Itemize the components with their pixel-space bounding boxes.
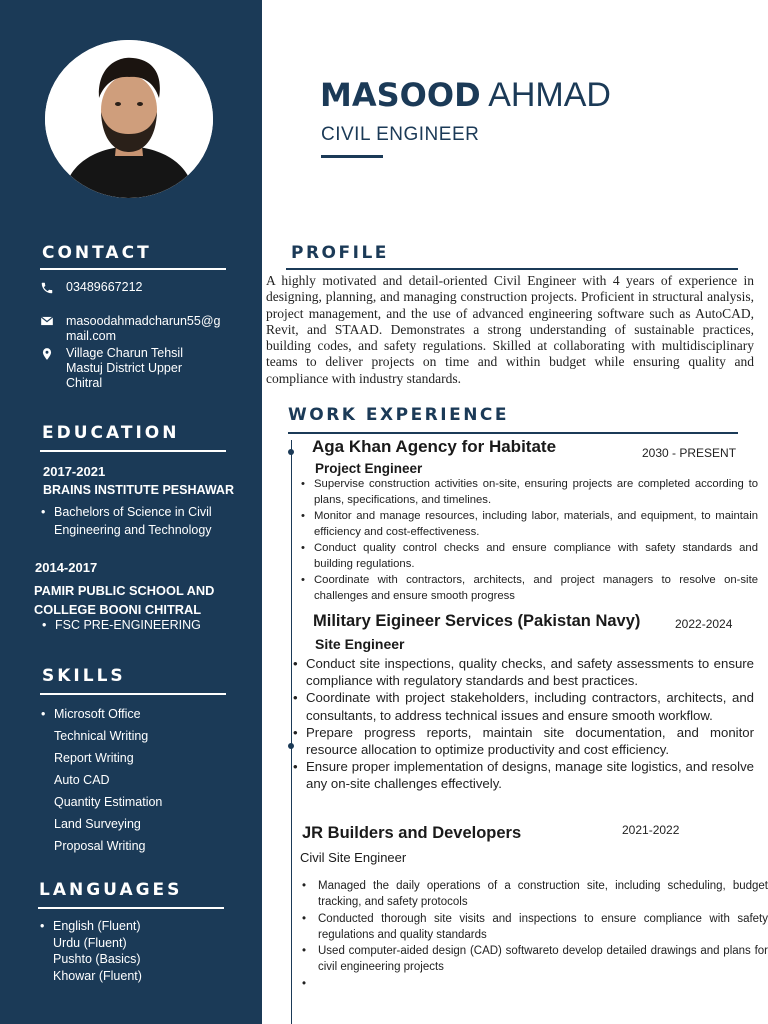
job-company: JR Builders and Developers <box>302 824 522 842</box>
skill-item: Proposal Writing <box>54 839 146 853</box>
job-bullet: • Conduct site inspections, quality checks, and safety assessments to ensure compliance with regulatory standards and best practices. <box>306 655 754 689</box>
title-underline <box>321 155 383 158</box>
job-bullet: • Supervise construction activities on-site, ensuring projects are completed according to plans, specifications, and timelines. <box>314 476 758 508</box>
education-school: BRAINS INSTITUTE PESHAWAR <box>43 483 234 497</box>
job-bullets <box>306 655 754 793</box>
job-role: Project Engineer <box>315 461 423 476</box>
skill-item: • Microsoft Office <box>54 707 141 721</box>
experience-divider <box>288 432 738 434</box>
education-degree <box>54 503 212 539</box>
job-bullet: • Used computer-aided design (CAD) softwareto develop detailed drawings and plans for civil engineering projects <box>318 943 768 976</box>
skill-item: Report Writing <box>54 751 134 765</box>
address-line: Mastuj District Upper <box>66 361 182 375</box>
timeline-line <box>291 440 292 1024</box>
education-years: 2017-2021 <box>43 464 106 479</box>
education-degree: • FSC PRE-ENGINEERING <box>55 616 201 634</box>
skills-heading: SKILLS <box>42 666 126 686</box>
language-item: Pushto (Basics) <box>53 952 141 966</box>
contact-phone[interactable]: 03489667212 <box>66 280 143 294</box>
school-line: COLLEGE BOONI CHITRAL <box>34 602 202 617</box>
job-bullet: • Managed the daily operations of a construction site, including scheduling, budget tracking, and safety protocols <box>318 878 768 911</box>
timeline-dot <box>288 743 294 749</box>
skill-item: Technical Writing <box>54 729 149 743</box>
education-heading: EDUCATION <box>42 423 180 443</box>
sidebar <box>0 0 262 1024</box>
phone-icon <box>40 281 54 295</box>
skill-item: Auto CAD <box>54 773 110 787</box>
job-title: CIVIL ENGINEER <box>321 124 480 145</box>
skills-divider <box>40 693 226 695</box>
profile-text: A highly motivated and detail-oriented Civil Engineer with 4 years of experience in designing, planning, and managing construction projects. Proficient in structural analysis, project management, and the use of advanced engineering software such as AutoCAD, Revit, and STAAD. Demonstrates a strong understanding of sustainable practices, building codes, and safety regulations. Skilled at collaborating with multidisciplinary teams to deliver projects on time and within budget while ensuring quality and compliance with industry standards. <box>266 273 754 386</box>
profile-heading: PROFILE <box>291 243 389 263</box>
language-item: • English (Fluent) <box>53 919 141 933</box>
job-role: Civil Site Engineer <box>300 850 407 865</box>
last-name: AHMAD <box>488 76 611 114</box>
languages-heading: LANGUAGES <box>39 880 183 900</box>
job-company: Military Eigineer Services (Pakistan Navy) <box>313 612 641 630</box>
job-company: Aga Khan Agency for Habitate <box>312 437 557 456</box>
contact-email[interactable] <box>66 314 220 344</box>
contact-address <box>66 346 183 391</box>
contact-divider <box>40 268 226 270</box>
education-school <box>34 581 214 619</box>
job-bullet: • Ensure proper implementation of designs, manage site logistics, and resolve any on-site challenges effectively. <box>306 758 754 792</box>
job-bullet: • Monitor and manage resources, including labor, materials, and equipment, to maintain efficiency and cost-effectiveness. <box>314 508 758 540</box>
education-divider <box>40 450 226 452</box>
job-role: Site Engineer <box>315 636 405 652</box>
experience-heading: WORK EXPERIENCE <box>288 405 510 425</box>
skills-list <box>54 703 162 857</box>
address-line: Village Charun Tehsil <box>66 346 183 360</box>
email-icon <box>40 314 54 328</box>
skill-item: Land Surveying <box>54 817 141 831</box>
contact-email-line1: masoodahmadcharun55@g <box>66 314 221 328</box>
job-bullet: • Conducted thorough site visits and inspections to ensure compliance with safety regulations and quality standards <box>318 911 768 944</box>
languages-list <box>53 918 142 984</box>
skill-item: Quantity Estimation <box>54 795 163 809</box>
job-bullets <box>314 476 758 604</box>
job-bullet: • Coordinate with contractors, architects, and project managers to resolve on-site challenges and ensure smooth progress <box>314 572 758 604</box>
job-dates: 2021-2022 <box>622 823 680 837</box>
education-years: 2014-2017 <box>35 560 98 575</box>
job-bullets <box>318 878 768 992</box>
job-dates: 2030 - PRESENT <box>642 446 737 460</box>
job-bullet: • Coordinate with project stakeholders, including contractors, architects, and consultants, to address technical issues and ensure smooth workflow. <box>306 689 754 723</box>
language-item: Khowar (Fluent) <box>53 968 142 983</box>
timeline-dot <box>288 449 294 455</box>
candidate-name <box>320 76 611 115</box>
job-bullet: • Prepare progress reports, maintain site documentation, and monitor resource allocation to optimize productivity and cost efficiency. <box>306 724 754 758</box>
language-item: Urdu (Fluent) <box>53 935 127 950</box>
languages-divider <box>38 907 224 909</box>
school-line: PAMIR PUBLIC SCHOOL AND <box>34 583 215 598</box>
contact-heading: CONTACT <box>42 243 152 263</box>
profile-photo <box>45 40 213 198</box>
job-bullet: • Conduct quality control checks and ensure compliance with safety standards and building regulations. <box>314 540 758 572</box>
location-pin-icon <box>40 347 54 361</box>
profile-divider <box>286 268 738 270</box>
degree-line: Engineering and Technology <box>54 523 212 537</box>
address-line: Chitral <box>66 376 103 390</box>
first-name: MASOOD <box>320 76 481 114</box>
degree-line: • Bachelors of Science in Civil <box>54 505 212 519</box>
job-bullet <box>318 976 768 992</box>
job-dates: 2022-2024 <box>675 617 733 631</box>
contact-email-line2: mail.com <box>66 329 117 343</box>
